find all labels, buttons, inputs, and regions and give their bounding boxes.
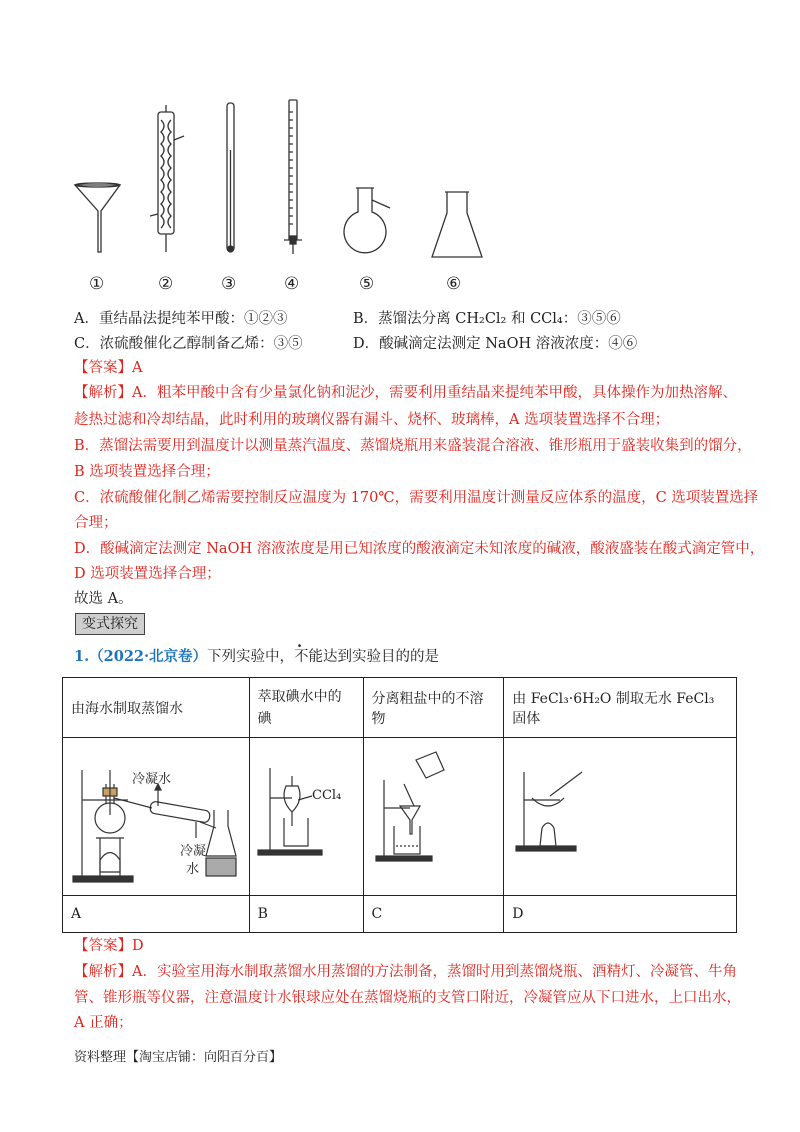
analysis-1-line-4: B 选项装置选择合理； <box>74 464 220 480</box>
letter-a: A <box>63 896 250 933</box>
letter-d: D <box>504 896 737 933</box>
condenser-water-label-2b: 水 <box>186 862 200 877</box>
analysis-2-line-1: 【解析】A．实验室用海水制取蒸馏水用蒸馏的方法制备，蒸馏时用到蒸馏烧瓶、酒精灯、冷凝管、牛角 <box>74 964 737 980</box>
analysis-1-line-5: C．浓硫酸催化制乙烯需要控制反应温度为 170℃，需要利用温度计测量反应体系的温度，C 选项装置选择 <box>74 490 759 506</box>
ccl4-label: CCl₄ <box>312 788 342 803</box>
analysis-1-line-1: 【解析】A．粗苯甲酸中含有少量氯化钠和泥沙，需要利用重结晶来提纯苯甲酸，具体操作为加热溶解、 <box>74 385 737 401</box>
analysis-1-line-3: B．蒸馏法需要用到温度计以测量蒸汽温度、蒸馏烧瓶用来盛装混合溶液、锥形瓶用于盛装收集到的馏分， <box>74 438 752 454</box>
label-1: ① <box>89 274 105 294</box>
label-6: ⑥ <box>446 274 462 294</box>
footer: 资料整理【淘宝店铺：向阳百分百】 <box>74 1050 283 1065</box>
option-b: B．蒸馏法分离 CH₂Cl₂ 和 CCl₄：③⑤⑥ <box>353 311 621 327</box>
header-a: 由海水制取蒸馏水 <box>63 678 250 738</box>
analysis-2-line-2: 管、锥形瓶等仪器，注意温度计水银球应处在蒸馏烧瓶的支管口附近，冷凝管应从下口进水，上口出水， <box>74 990 741 1006</box>
option-d: D．酸碱滴定法测定 NaOH 溶液浓度：④⑥ <box>353 336 638 352</box>
analysis-1-line-6: 合理； <box>74 515 118 531</box>
option-c: C．浓硫酸催化乙醇制备乙烯：③⑤ <box>74 336 303 352</box>
analysis-1-line-8: D 选项装置选择合理； <box>74 566 221 582</box>
label-4: ④ <box>284 274 300 294</box>
header-b: 萃取碘水中的碘 <box>249 678 363 738</box>
analysis-1-line-9: 故选 A。 <box>74 591 133 607</box>
filtration-drawing <box>376 752 444 861</box>
answer-2: 【答案】D <box>74 938 144 954</box>
analysis-1-line-7: D．酸碱滴定法测定 NaOH 溶液浓度是用已知浓度的酸液滴定未知浓度的碱液，酸液盛装在酸式滴定管中， <box>74 541 765 557</box>
question-text-after: 达到实验目的的是 <box>323 649 440 665</box>
header-d: 由 FeCl₃·6H₂O 制取无水 FeCl₃ 固体 <box>504 678 737 738</box>
header-c: 分离粗盐中的不溶物 <box>363 678 504 738</box>
label-2: ② <box>158 274 174 294</box>
analysis-2-line-3: A 正确； <box>74 1015 133 1031</box>
question-emphasis: 不能 <box>294 649 324 665</box>
answer-1: 【答案】A <box>74 360 143 376</box>
letter-b: B <box>249 896 363 933</box>
letter-c: C <box>363 896 504 933</box>
option-a: A．重结晶法提纯苯甲酸：①②③ <box>74 311 288 327</box>
question-source: （2022·北京卷） <box>89 648 208 665</box>
condenser-water-label-2a: 冷凝 <box>180 844 207 859</box>
condenser-water-label-1: 冷凝水 <box>132 772 172 787</box>
section-tag: 变式探究 <box>75 613 145 635</box>
separatory-funnel-drawing <box>258 768 322 855</box>
label-5: ⑤ <box>359 274 375 294</box>
question-number: 1. <box>74 648 90 665</box>
evaporation-drawing <box>516 772 582 851</box>
analysis-1-line-2: 趁热过滤和冷却结晶，此时利用的玻璃仪器有漏斗、烧杯、玻璃棒，A 选项装置选择不合理； <box>74 412 670 428</box>
question-text-before: 下列实验中， <box>207 649 295 665</box>
label-3: ③ <box>221 274 237 294</box>
